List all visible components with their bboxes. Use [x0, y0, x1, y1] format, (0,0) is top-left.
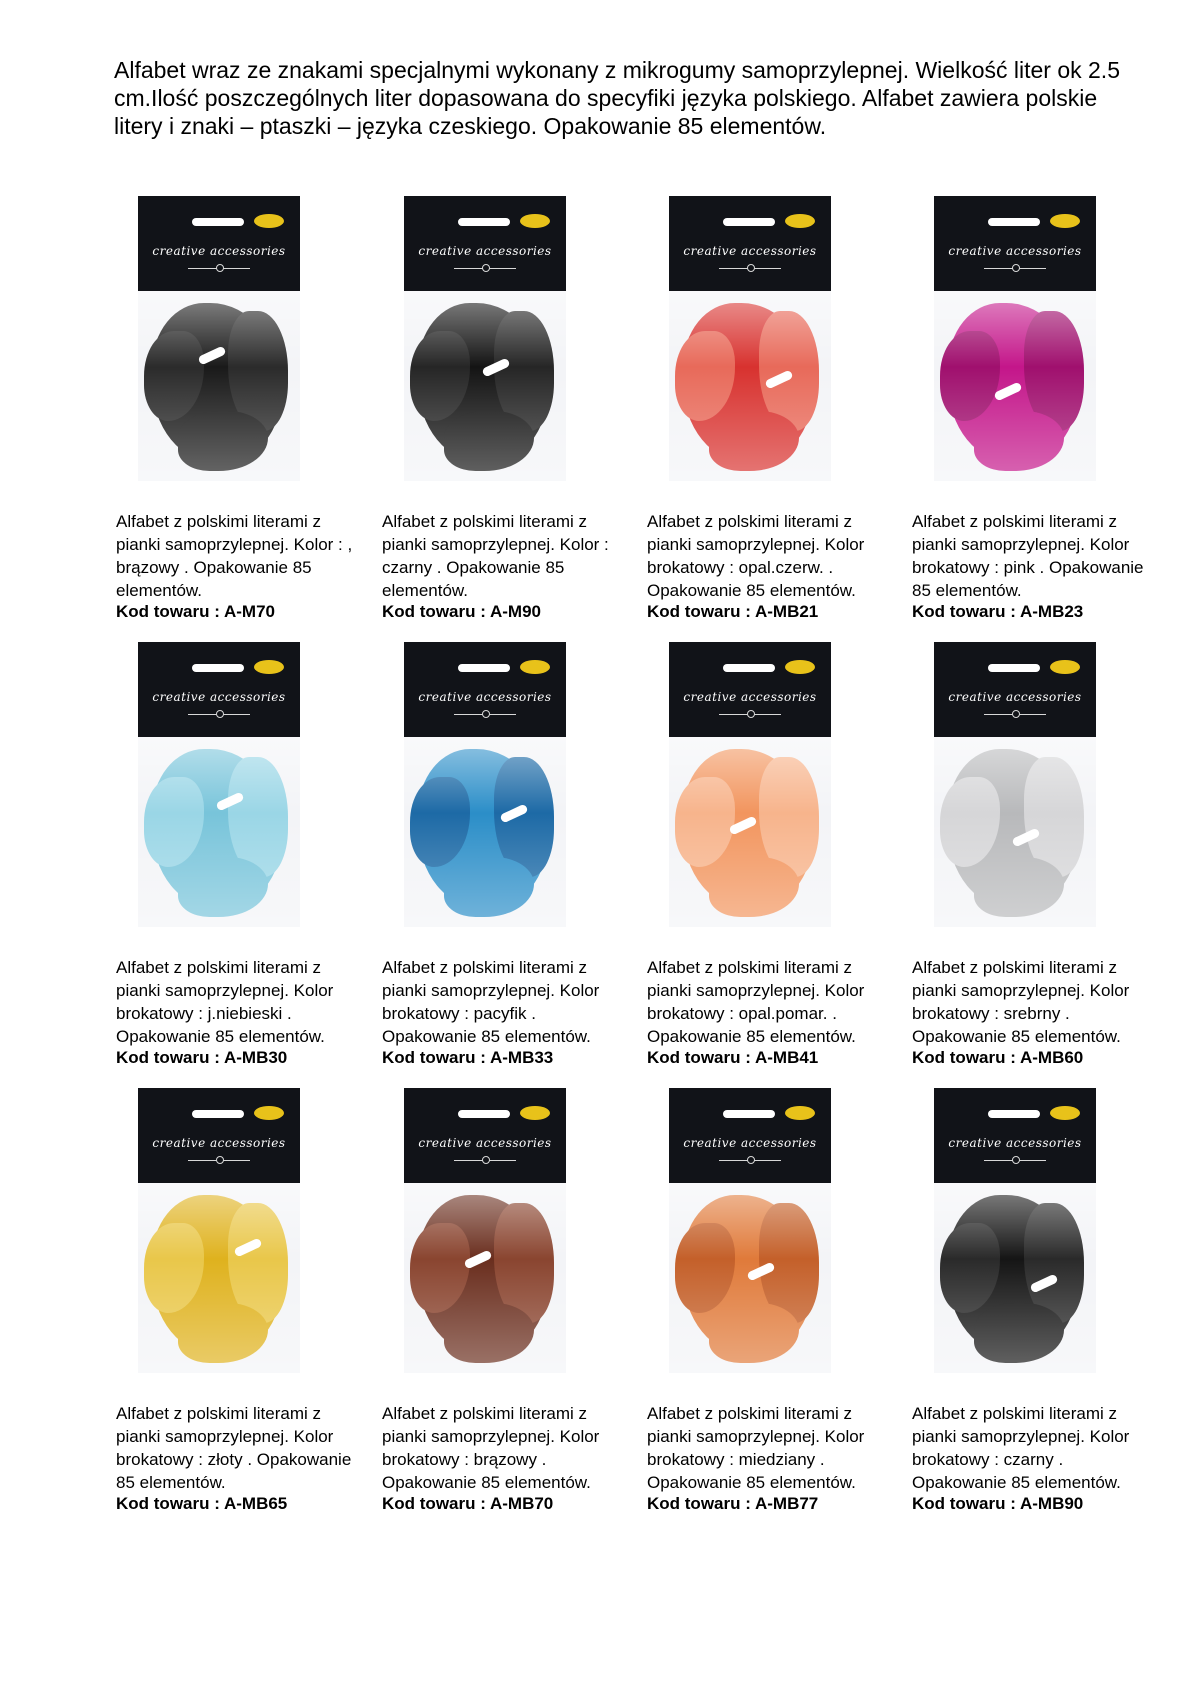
- foam-letters-bag: [138, 291, 300, 481]
- ornament-icon: [482, 264, 490, 272]
- product-description: Alfabet z polskimi literami z pianki samoprzylepnej. Kolor brokatowy : j.niebieski . Opakowanie 85 elementów.: [116, 958, 334, 1046]
- intro-paragraph: Alfabet wraz ze znakami specjalnymi wykonany z mikrogumy samoprzylepnej. Wielkość liter ok 2.5 cm.Ilość poszczególnych liter dopasowana do specyfiki języka polskiego. Alfabet zawiera polskie litery i znaki – ptaszki – języka czeskiego. Opakowanie 85 elementów.: [114, 57, 1120, 139]
- product-image: [934, 196, 1096, 481]
- brand-label: creative accessories: [418, 244, 552, 258]
- ornament-icon: [747, 710, 755, 718]
- hang-hole: [458, 218, 510, 226]
- ornament-icon: [1012, 264, 1020, 272]
- foam-letters-bag: [934, 291, 1096, 481]
- brand-label: creative accessories: [152, 244, 286, 258]
- package-header: [934, 642, 1096, 737]
- product-description: Alfabet z polskimi literami z pianki samoprzylepnej. Kolor brokatowy : opal.pomar. . Opakowanie 85 elementów.: [647, 958, 865, 1046]
- foam-letters-bag: [934, 737, 1096, 927]
- product-image: [138, 1088, 300, 1373]
- product-description: Alfabet z polskimi literami z pianki samoprzylepnej. Kolor brokatowy : miedziany . Opakowanie 85 elementów.: [647, 1404, 865, 1492]
- ornament-icon: [216, 264, 224, 272]
- hang-hole: [988, 1110, 1040, 1118]
- bag-sheen: [934, 291, 1096, 481]
- hang-hole: [192, 664, 244, 672]
- ornament-icon: [747, 1156, 755, 1164]
- hang-hole: [723, 664, 775, 672]
- product-description: Alfabet z polskimi literami z pianki samoprzylepnej. Kolor brokatowy : srebrny . Opakowanie 85 elementów.: [912, 958, 1130, 1046]
- package-header: [934, 1088, 1096, 1183]
- logo-icon: [520, 660, 550, 674]
- ornament-icon: [747, 264, 755, 272]
- foam-letters-bag: [669, 737, 831, 927]
- brand-label: creative accessories: [948, 244, 1082, 258]
- logo-icon: [1050, 214, 1080, 228]
- foam-letters-bag: [138, 737, 300, 927]
- foam-letters-bag: [669, 1183, 831, 1373]
- hang-hole: [723, 1110, 775, 1118]
- package-header: [138, 1088, 300, 1183]
- bag-sheen: [669, 737, 831, 927]
- package-header: [138, 642, 300, 737]
- product-code: Kod towaru : A-MB33: [382, 1048, 554, 1067]
- ornament-icon: [1012, 710, 1020, 718]
- logo-icon: [254, 1106, 284, 1120]
- product-code: Kod towaru : A-M90: [382, 602, 541, 621]
- brand-label: creative accessories: [152, 690, 286, 704]
- product-code: Kod towaru : A-MB77: [647, 1494, 819, 1513]
- hang-hole: [192, 218, 244, 226]
- ornament-icon: [216, 710, 224, 718]
- bag-sheen: [934, 1183, 1096, 1373]
- product-image: [934, 642, 1096, 927]
- package-header: [934, 196, 1096, 291]
- product-code: Kod towaru : A-MB30: [116, 1048, 288, 1067]
- product-image: [404, 196, 566, 481]
- product-image: [934, 1088, 1096, 1373]
- product-description: Alfabet z polskimi literami z pianki samoprzylepnej. Kolor : czarny . Opakowanie 85 elementów.: [382, 512, 609, 600]
- brand-label: creative accessories: [418, 690, 552, 704]
- logo-icon: [520, 1106, 550, 1120]
- bag-sheen: [669, 1183, 831, 1373]
- foam-letters-bag: [669, 291, 831, 481]
- foam-letters-bag: [404, 1183, 566, 1373]
- bag-sheen: [669, 291, 831, 481]
- logo-icon: [1050, 660, 1080, 674]
- logo-icon: [785, 1106, 815, 1120]
- logo-icon: [254, 660, 284, 674]
- logo-icon: [785, 660, 815, 674]
- product-code: Kod towaru : A-MB65: [116, 1494, 288, 1513]
- package-header: [404, 642, 566, 737]
- logo-icon: [785, 214, 815, 228]
- product-description: Alfabet z polskimi literami z pianki samoprzylepnej. Kolor brokatowy : opal.czerw. . Opakowanie 85 elementów.: [647, 512, 865, 600]
- product-description: Alfabet z polskimi literami z pianki samoprzylepnej. Kolor brokatowy : pink . Opakowanie 85 elementów.: [912, 512, 1144, 600]
- brand-label: creative accessories: [948, 1136, 1082, 1150]
- brand-label: creative accessories: [683, 244, 817, 258]
- bag-sheen: [934, 737, 1096, 927]
- ornament-icon: [216, 1156, 224, 1164]
- product-code: Kod towaru : A-MB23: [912, 602, 1084, 621]
- logo-icon: [1050, 1106, 1080, 1120]
- hang-hole: [192, 1110, 244, 1118]
- product-image: [669, 1088, 831, 1373]
- package-header: [404, 1088, 566, 1183]
- hang-hole: [988, 664, 1040, 672]
- product-description: Alfabet z polskimi literami z pianki samoprzylepnej. Kolor brokatowy : złoty . Opakowanie 85 elementów.: [116, 1404, 352, 1492]
- ornament-icon: [482, 1156, 490, 1164]
- product-code: Kod towaru : A-M70: [116, 602, 275, 621]
- bag-sheen: [404, 737, 566, 927]
- product-description: Alfabet z polskimi literami z pianki samoprzylepnej. Kolor brokatowy : brązowy . Opakowanie 85 elementów.: [382, 1404, 600, 1492]
- bag-sheen: [138, 1183, 300, 1373]
- logo-icon: [520, 214, 550, 228]
- brand-label: creative accessories: [152, 1136, 286, 1150]
- hang-hole: [458, 1110, 510, 1118]
- ornament-icon: [482, 710, 490, 718]
- package-header: [404, 196, 566, 291]
- hang-hole: [988, 218, 1040, 226]
- foam-letters-bag: [404, 737, 566, 927]
- ornament-icon: [1012, 1156, 1020, 1164]
- product-image: [404, 642, 566, 927]
- product-code: Kod towaru : A-MB41: [647, 1048, 819, 1067]
- product-image: [138, 196, 300, 481]
- bag-sheen: [404, 1183, 566, 1373]
- package-header: [669, 1088, 831, 1183]
- product-code: Kod towaru : A-MB21: [647, 602, 819, 621]
- product-description: Alfabet z polskimi literami z pianki samoprzylepnej. Kolor brokatowy : czarny . Opakowanie 85 elementów.: [912, 1404, 1130, 1492]
- foam-letters-bag: [404, 291, 566, 481]
- product-code: Kod towaru : A-MB90: [912, 1494, 1084, 1513]
- product-image: [669, 196, 831, 481]
- product-description: Alfabet z polskimi literami z pianki samoprzylepnej. Kolor brokatowy : pacyfik . Opakowanie 85 elementów.: [382, 958, 600, 1046]
- package-header: [669, 196, 831, 291]
- foam-letters-bag: [934, 1183, 1096, 1373]
- brand-label: creative accessories: [683, 690, 817, 704]
- product-code: Kod towaru : A-MB60: [912, 1048, 1084, 1067]
- product-image: [138, 642, 300, 927]
- brand-label: creative accessories: [683, 1136, 817, 1150]
- bag-sheen: [404, 291, 566, 481]
- brand-label: creative accessories: [948, 690, 1082, 704]
- hang-hole: [723, 218, 775, 226]
- bag-sheen: [138, 291, 300, 481]
- hang-hole: [458, 664, 510, 672]
- logo-icon: [254, 214, 284, 228]
- brand-label: creative accessories: [418, 1136, 552, 1150]
- package-header: [138, 196, 300, 291]
- foam-letters-bag: [138, 1183, 300, 1373]
- product-code: Kod towaru : A-MB70: [382, 1494, 554, 1513]
- product-description: Alfabet z polskimi literami z pianki samoprzylepnej. Kolor : , brązowy . Opakowanie 85 elementów.: [116, 512, 353, 600]
- product-image: [404, 1088, 566, 1373]
- package-header: [669, 642, 831, 737]
- product-image: [669, 642, 831, 927]
- bag-sheen: [138, 737, 300, 927]
